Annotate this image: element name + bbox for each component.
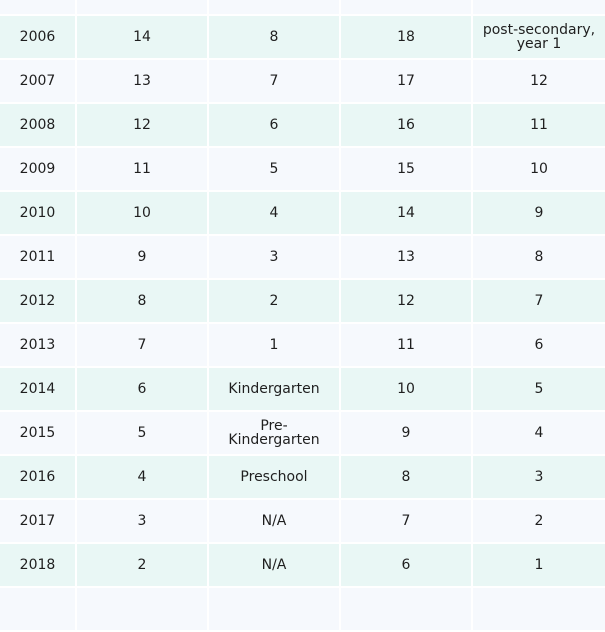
- table-cell: [77, 192, 209, 236]
- table-cell: [77, 412, 209, 456]
- cell-text: 6: [269, 117, 279, 133]
- table-cell: [77, 280, 209, 324]
- table-cell: [209, 16, 341, 60]
- cell-text: 2006: [19, 29, 56, 45]
- table-row: [0, 0, 605, 16]
- table-cell: [77, 456, 209, 500]
- cell-text: 2010: [19, 205, 56, 221]
- table-cell: [0, 412, 77, 456]
- table-cell: [473, 236, 605, 280]
- table-cell: [473, 192, 605, 236]
- cell-text: 9: [401, 425, 411, 441]
- table-cell: [341, 456, 473, 500]
- cell-text: 8: [401, 469, 411, 485]
- cell-text: 1: [534, 557, 544, 573]
- cell-text: 8: [269, 29, 279, 45]
- table-cell: [0, 148, 77, 192]
- table-row: [0, 456, 605, 500]
- cell-text: Kindergarten: [228, 381, 320, 397]
- cell-text: 12: [530, 73, 548, 89]
- table-cell: [0, 104, 77, 148]
- table-cell: [341, 500, 473, 544]
- cell-text: 10: [397, 381, 415, 397]
- table-cell: [473, 412, 605, 456]
- table-row: [0, 324, 605, 368]
- table-cell: [473, 280, 605, 324]
- table-row: [0, 192, 605, 236]
- table-cell: [473, 16, 605, 60]
- cell-text: 9: [137, 249, 147, 265]
- table-cell: [473, 588, 605, 632]
- table-row: [0, 500, 605, 544]
- table-cell: [209, 0, 341, 16]
- table-cell: [0, 60, 77, 104]
- table-cell: [0, 456, 77, 500]
- table-row: [0, 368, 605, 412]
- table-cell: [209, 148, 341, 192]
- table-cell: [341, 412, 473, 456]
- table-cell: [473, 60, 605, 104]
- cell-text: 2: [137, 557, 147, 573]
- cell-text: 13: [397, 249, 415, 265]
- table-cell: [341, 192, 473, 236]
- table-cell: [209, 588, 341, 632]
- table-cell: [341, 280, 473, 324]
- table-cell: [77, 0, 209, 16]
- table-cell: [0, 0, 77, 16]
- cell-text: 14: [133, 29, 151, 45]
- table-row: [0, 236, 605, 280]
- table-cell: [209, 412, 341, 456]
- cell-text: 7: [137, 337, 147, 353]
- table-cell: [209, 544, 341, 588]
- table-cell: [473, 456, 605, 500]
- cell-text: 3: [534, 469, 544, 485]
- table-cell: [341, 60, 473, 104]
- table-cell: [341, 324, 473, 368]
- table-cell: [77, 500, 209, 544]
- table-cell: [77, 588, 209, 632]
- cell-text: 5: [137, 425, 147, 441]
- cell-text: 11: [133, 161, 151, 177]
- table-cell: [77, 16, 209, 60]
- cell-text: 16: [397, 117, 415, 133]
- table-row: [0, 104, 605, 148]
- cell-text: 8: [137, 293, 147, 309]
- table-cell: [473, 0, 605, 16]
- cell-text: 2008: [19, 117, 56, 133]
- table-row: [0, 148, 605, 192]
- table-cell: [77, 104, 209, 148]
- cell-text: 5: [534, 381, 544, 397]
- cell-text: 2018: [19, 557, 56, 573]
- table-cell: [209, 324, 341, 368]
- cell-text: 2016: [19, 469, 56, 485]
- cell-text: 7: [534, 293, 544, 309]
- table-cell: [0, 544, 77, 588]
- table-cell: [341, 16, 473, 60]
- cell-text: 10: [133, 205, 151, 221]
- cell-text: 5: [269, 161, 279, 177]
- table-cell: [0, 16, 77, 60]
- table-cell: [473, 544, 605, 588]
- cell-text: 6: [137, 381, 147, 397]
- cell-text: 2017: [19, 513, 56, 529]
- cell-text: 12: [397, 293, 415, 309]
- table-cell: [77, 60, 209, 104]
- cell-text: 2012: [19, 293, 56, 309]
- table-cell: [209, 280, 341, 324]
- cell-text: 2013: [19, 337, 56, 353]
- cell-text: 4: [269, 205, 279, 221]
- table-cell: [473, 368, 605, 412]
- cell-text: 11: [397, 337, 415, 353]
- cell-text: 2015: [19, 425, 56, 441]
- cell-text: 9: [534, 205, 544, 221]
- table-cell: [473, 104, 605, 148]
- table-cell: [77, 368, 209, 412]
- table-cell: [0, 368, 77, 412]
- table-cell: [209, 104, 341, 148]
- table-cell: [209, 456, 341, 500]
- table-cell: [341, 148, 473, 192]
- cell-text: 3: [137, 513, 147, 529]
- table-cell: [341, 588, 473, 632]
- cell-text: 11: [530, 117, 548, 133]
- table-row: [0, 588, 605, 632]
- table-cell: [341, 368, 473, 412]
- table-cell: [341, 544, 473, 588]
- cell-text: 2011: [19, 249, 56, 265]
- cell-text: Pre- Kindergarten: [228, 418, 320, 448]
- table-cell: [0, 236, 77, 280]
- cell-text: 2009: [19, 161, 56, 177]
- table-cell: [209, 500, 341, 544]
- table-cell: [77, 544, 209, 588]
- cell-text: post-secondary, year 1: [482, 22, 596, 52]
- cell-text: N/A: [261, 557, 287, 573]
- table-row: [0, 16, 605, 60]
- table-cell: [341, 0, 473, 16]
- table-cell: [209, 368, 341, 412]
- cell-text: 7: [269, 73, 279, 89]
- table-row: [0, 60, 605, 104]
- cell-text: 18: [397, 29, 415, 45]
- table-row: [0, 412, 605, 456]
- cell-text: 4: [137, 469, 147, 485]
- cell-text: 4: [534, 425, 544, 441]
- cell-text: 10: [530, 161, 548, 177]
- table-cell: [77, 148, 209, 192]
- table-cell: [473, 500, 605, 544]
- cell-text: 7: [401, 513, 411, 529]
- cell-text: 15: [397, 161, 415, 177]
- table-cell: [341, 236, 473, 280]
- cell-text: 2007: [19, 73, 56, 89]
- table-cell: [0, 500, 77, 544]
- table-row: [0, 544, 605, 588]
- cell-text: 6: [401, 557, 411, 573]
- cell-text: 14: [397, 205, 415, 221]
- cell-text: 2: [534, 513, 544, 529]
- table-cell: [77, 236, 209, 280]
- cell-text: 6: [534, 337, 544, 353]
- table-cell: [0, 192, 77, 236]
- table-cell: [0, 588, 77, 632]
- table-cell: [77, 324, 209, 368]
- table-cell: [209, 236, 341, 280]
- table-cell: [0, 280, 77, 324]
- cell-text: 2014: [19, 381, 56, 397]
- cell-text: 12: [133, 117, 151, 133]
- cell-text: 13: [133, 73, 151, 89]
- cell-text: 8: [534, 249, 544, 265]
- cell-text: 17: [397, 73, 415, 89]
- cell-text: Preschool: [240, 469, 308, 485]
- table-cell: [0, 324, 77, 368]
- cell-text: N/A: [261, 513, 287, 529]
- table-row: [0, 280, 605, 324]
- table-cell: [341, 104, 473, 148]
- table-cell: [209, 60, 341, 104]
- cell-text: 2: [269, 293, 279, 309]
- table-cell: [209, 192, 341, 236]
- table-cell: [473, 324, 605, 368]
- cell-text: 1: [269, 337, 279, 353]
- table-cell: [473, 148, 605, 192]
- cell-text: 3: [269, 249, 279, 265]
